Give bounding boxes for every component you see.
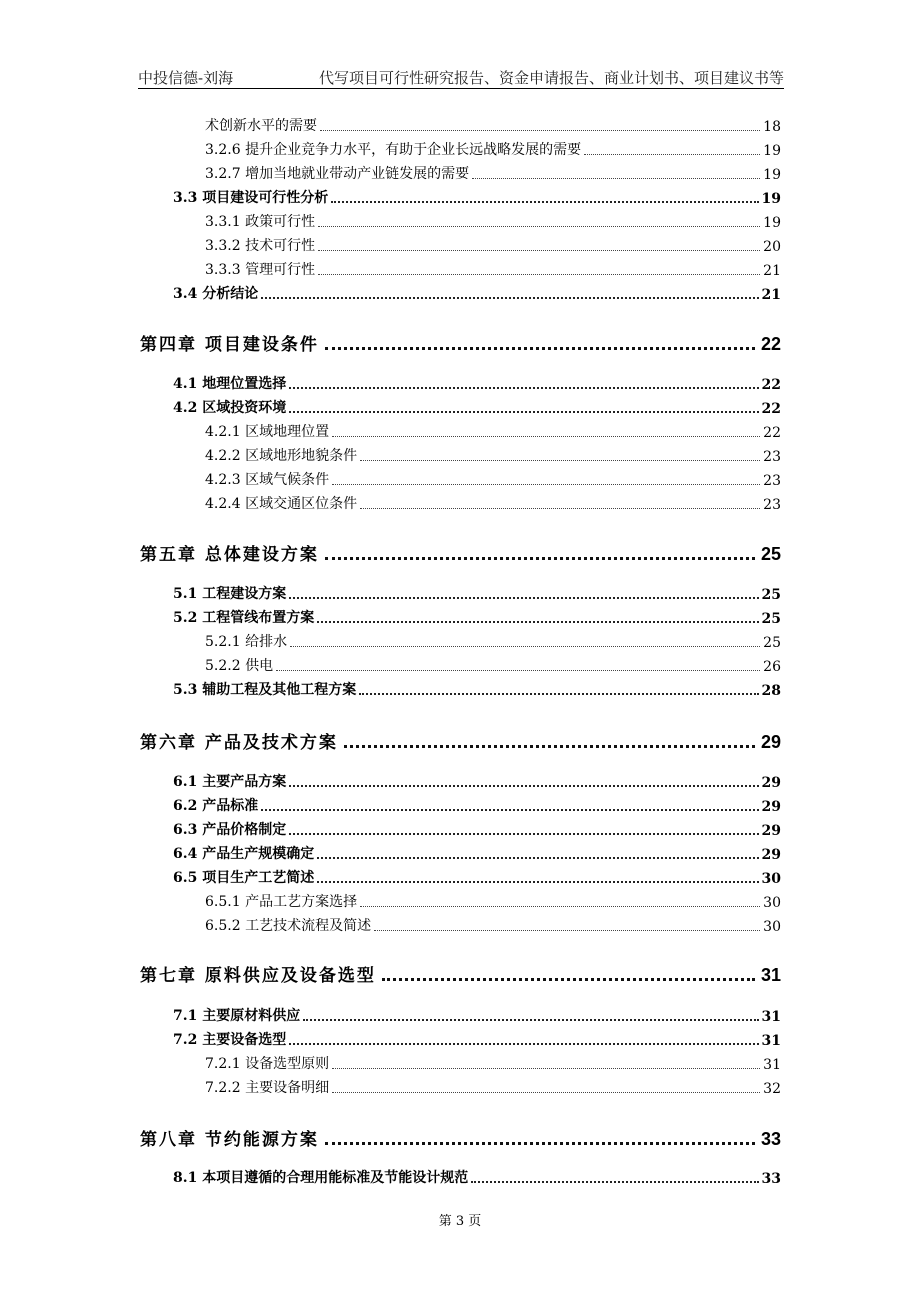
toc-label: 4.2.1 区域地理位置 [205,424,330,440]
toc-subsection[interactable] [205,915,781,935]
toc-page-number: 23 [763,449,781,465]
toc-subsection[interactable] [205,211,781,231]
toc-label: 4.2.4 区域交通区位条件 [205,496,358,512]
toc-label: 第八章 节约能源方案 [140,1130,319,1150]
toc-section[interactable] [173,187,781,207]
toc-label: 第四章 项目建设条件 [140,335,319,355]
toc-leader [359,693,758,695]
toc-leader [289,833,758,835]
toc-page-number: 19 [763,215,781,231]
toc-page-number: 22 [763,425,781,441]
toc-page-number: 20 [763,239,781,255]
toc-chapter[interactable] [140,1124,781,1150]
toc-page-number: 29 [761,847,781,863]
toc-label: 3.2.6 提升企业竞争力水平，有助于企业长远战略发展的需要 [205,142,582,158]
toc-subsection[interactable] [205,469,781,489]
toc-leader [360,460,760,461]
toc-leader [317,621,758,623]
toc-leader [325,347,755,350]
toc-chapter[interactable] [140,727,781,753]
toc-label: 4.2.2 区域地形地貌条件 [205,448,358,464]
toc-leader [290,646,760,647]
toc-page-number: 33 [761,1171,781,1187]
toc-label: 5.3 辅助工程及其他工程方案 [173,682,357,698]
toc-label: 3.3 项目建设可行性分析 [173,190,329,206]
toc-page-number: 32 [763,1081,781,1097]
toc-page-number: 29 [761,823,781,839]
toc-leader [331,201,758,203]
toc-page-number: 29 [760,732,781,752]
toc-section[interactable] [173,397,781,417]
toc-page-number: 31 [761,1033,781,1049]
toc-page-number: 18 [763,119,781,135]
toc-section[interactable] [173,607,781,627]
toc-page-number: 28 [761,683,781,699]
toc-subsection[interactable] [205,115,781,135]
header-left: 中投信德-刘海 [138,69,234,87]
toc-label: 3.2.7 增加当地就业带动产业链发展的需要 [205,166,470,182]
toc-leader [344,745,755,748]
toc-page-number: 30 [761,871,781,887]
toc-page-number: 29 [761,775,781,791]
toc-section[interactable] [173,867,781,887]
toc-page-number: 29 [761,799,781,815]
toc-leader [303,1019,758,1021]
toc-page-number: 23 [763,473,781,489]
toc-label: 7.2.1 设备选型原则 [205,1056,330,1072]
toc-leader [317,881,758,883]
toc-section[interactable] [173,819,781,839]
toc-leader [382,978,755,981]
toc-leader [332,1068,760,1069]
toc-chapter[interactable] [140,329,781,355]
toc-page-number: 25 [761,611,781,627]
toc-subsection[interactable] [205,631,781,651]
toc-label: 第五章 总体建设方案 [140,545,319,565]
toc-section[interactable] [173,1005,781,1025]
toc-subsection[interactable] [205,163,781,183]
toc-label: 3.3.2 技术可行性 [205,238,316,254]
toc-subsection[interactable] [205,445,781,465]
toc-leader [360,508,760,509]
toc-page-number: 21 [763,263,781,279]
toc-subsection[interactable] [205,655,781,675]
toc-leader [261,297,758,299]
toc-subsection[interactable] [205,235,781,255]
toc-page-number: 19 [761,191,781,207]
toc-section[interactable] [173,283,781,303]
toc-section[interactable] [173,795,781,815]
toc-leader [289,1043,758,1045]
toc-subsection[interactable] [205,1053,781,1073]
toc-label: 术创新水平的需要 [205,118,317,134]
toc-leader [289,387,758,389]
toc-leader [471,1181,758,1183]
toc-leader [317,857,758,859]
toc-page-number: 26 [763,659,781,675]
toc-subsection[interactable] [205,891,781,911]
page-header [138,64,784,88]
toc-page-number: 30 [763,895,781,911]
toc-page-number: 19 [763,143,781,159]
toc-subsection[interactable] [205,139,781,159]
toc-leader [276,670,760,671]
toc-leader [332,484,760,485]
header-rule [138,88,784,89]
toc-page-number: 22 [760,334,781,354]
toc-subsection[interactable] [205,493,781,513]
toc-chapter[interactable] [140,960,781,986]
toc-page-number: 19 [763,167,781,183]
toc-subsection[interactable] [205,421,781,441]
page-footer [0,1210,920,1229]
toc-label: 6.5 项目生产工艺简述 [173,870,315,886]
toc-label: 4.2.3 区域气候条件 [205,472,330,488]
toc-section[interactable] [173,771,781,791]
toc-page-number: 25 [760,544,781,564]
toc-section[interactable] [173,583,781,603]
toc-label: 3.3.1 政策可行性 [205,214,316,230]
toc-label: 7.1 主要原材料供应 [173,1008,301,1024]
toc-page-number: 31 [760,965,781,985]
toc-leader [332,1092,760,1093]
toc-label: 6.4 产品生产规模确定 [173,846,315,862]
toc-label: 6.3 产品价格制定 [173,822,287,838]
toc-label: 6.2 产品标准 [173,798,259,814]
toc-label: 7.2 主要设备选型 [173,1032,287,1048]
toc-label: 5.2.2 供电 [205,658,274,674]
toc-section[interactable] [173,373,781,393]
header-right: 代写项目可行性研究报告、资金申请报告、商业计划书、项目建议书等 [318,69,784,87]
toc-leader [472,178,760,179]
toc-leader [289,411,758,413]
toc-label: 4.2 区域投资环境 [173,400,287,416]
toc-leader [318,226,760,227]
toc-section[interactable] [173,1029,781,1049]
toc-label: 4.1 地理位置选择 [173,376,287,392]
toc-label: 第七章 原料供应及设备选型 [140,966,376,986]
toc-subsection[interactable] [205,259,781,279]
toc-leader [289,597,758,599]
toc-leader [320,130,760,131]
toc-label: 6.5.1 产品工艺方案选择 [205,894,358,910]
toc-label: 第六章 产品及技术方案 [140,733,338,753]
toc-page-number: 23 [763,497,781,513]
toc-section[interactable] [173,679,781,699]
toc-page-number: 31 [763,1057,781,1073]
toc-chapter[interactable] [140,539,781,565]
toc-leader [261,809,758,811]
toc-section[interactable] [173,843,781,863]
toc-leader [318,250,760,251]
toc-leader [332,436,760,437]
toc-label: 5.1 工程建设方案 [173,586,287,602]
toc-label: 5.2 工程管线布置方案 [173,610,315,626]
toc-subsection[interactable] [205,1077,781,1097]
toc-page-number: 22 [761,401,781,417]
toc-page-number: 31 [761,1009,781,1025]
toc-leader [584,154,760,155]
toc-section[interactable] [173,1167,781,1187]
toc-label: 5.2.1 给排水 [205,634,288,650]
toc-label: 7.2.2 主要设备明细 [205,1080,330,1096]
toc-leader [325,557,755,560]
toc-leader [325,1142,755,1145]
toc-page-number: 25 [761,587,781,603]
toc-leader [374,930,760,931]
toc-label: 6.1 主要产品方案 [173,774,287,790]
toc-leader [360,906,760,907]
toc-leader [289,785,758,787]
page-number: 第 3 页 [438,1214,482,1229]
toc-page-number: 33 [760,1129,781,1149]
toc-label: 3.3.3 管理可行性 [205,262,316,278]
toc-label: 6.5.2 工艺技术流程及简述 [205,918,372,934]
toc-page-number: 25 [763,635,781,651]
toc-label: 8.1 本项目遵循的合理用能标准及节能设计规范 [173,1170,469,1186]
toc-page-number: 22 [761,377,781,393]
toc-page-number: 30 [763,919,781,935]
toc-page-number: 21 [761,287,781,303]
toc-label: 3.4 分析结论 [173,286,259,302]
toc-leader [318,274,760,275]
